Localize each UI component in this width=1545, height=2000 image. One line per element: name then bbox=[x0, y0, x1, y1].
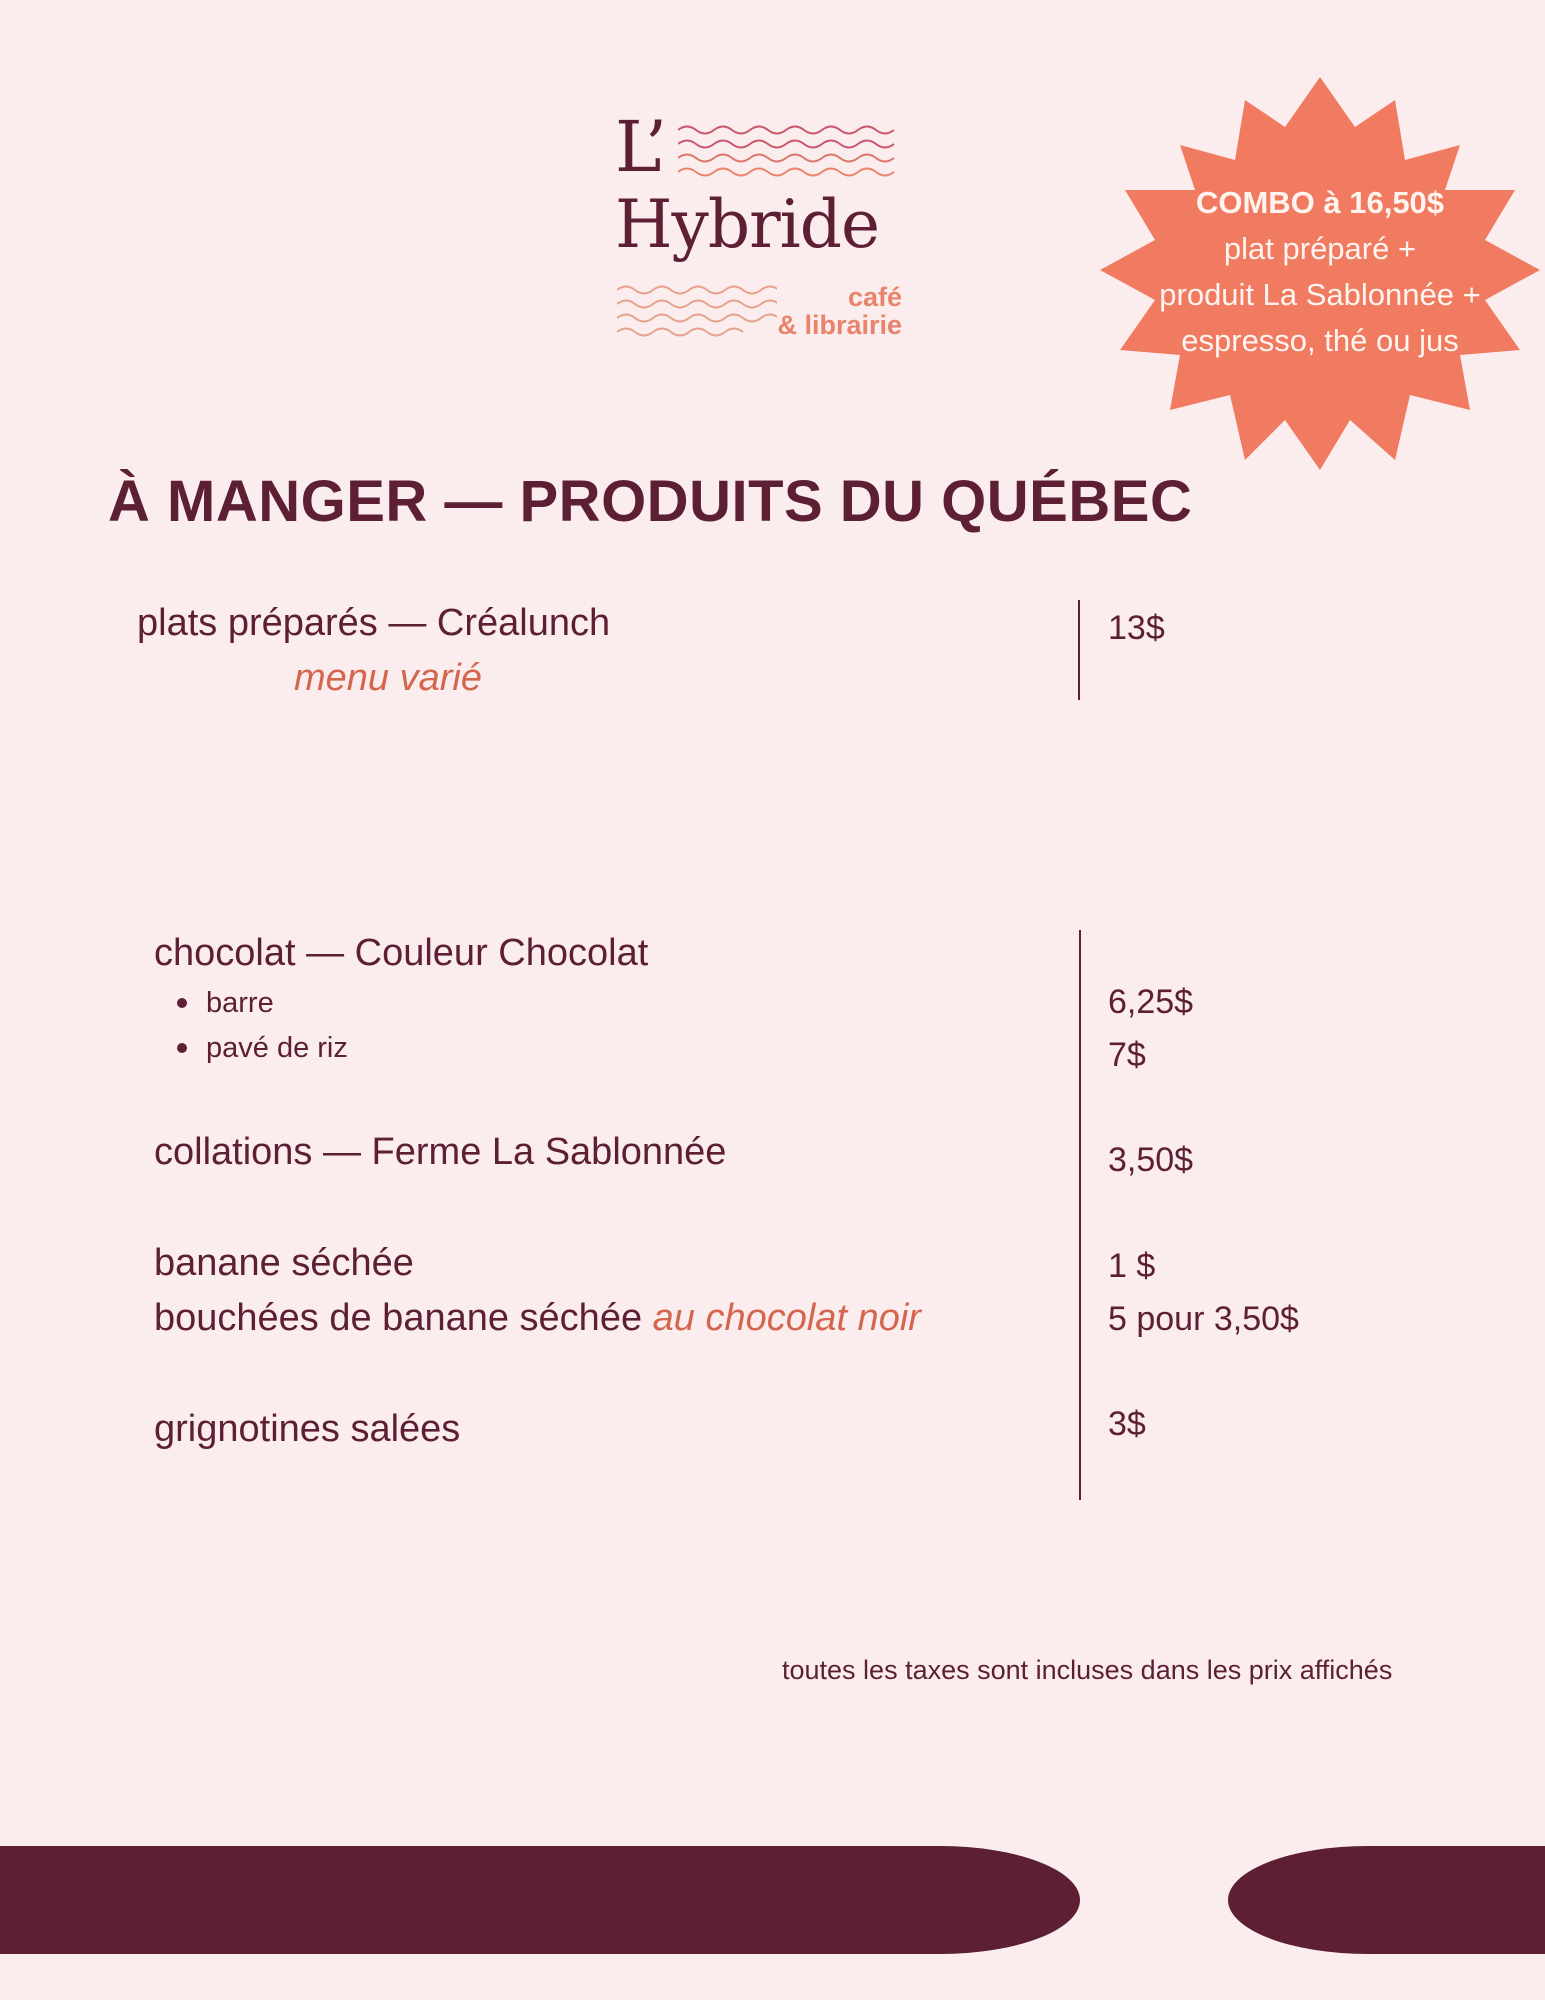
logo-tagline-cafe: café bbox=[847, 282, 902, 312]
menu-item-grignotines: grignotines salées bbox=[154, 1408, 461, 1450]
decorative-band-left bbox=[0, 1846, 1080, 1954]
logo-text-l: L’ bbox=[615, 106, 667, 188]
combo-line-2: produit La Sablonnée + bbox=[1159, 277, 1481, 312]
combo-badge bbox=[1120, 180, 1520, 364]
price-banane: 1 $ bbox=[1108, 1247, 1156, 1285]
price-grignotines: 3$ bbox=[1108, 1405, 1146, 1443]
logo-text-hybride: Hybride bbox=[615, 186, 880, 263]
tax-note: toutes les taxes sont incluses dans les prix affichés bbox=[782, 1655, 1393, 1685]
logo-wave-icon bbox=[678, 122, 903, 178]
combo-line-1: plat préparé + bbox=[1223, 231, 1417, 266]
price-divider bbox=[1079, 930, 1081, 1500]
menu-item-bouchees-accent: au chocolat noir bbox=[652, 1297, 921, 1339]
section-title: À MANGER — PRODUITS DU QUÉBEC bbox=[108, 469, 1193, 534]
combo-title: COMBO à 16,50$ bbox=[1195, 185, 1445, 220]
menu-subitem-pave: pavé de riz bbox=[206, 1032, 348, 1064]
bullet-icon bbox=[177, 1043, 187, 1053]
bullet-icon bbox=[177, 998, 187, 1008]
menu-item-plats: plats préparés — Créalunch bbox=[137, 602, 611, 644]
menu-item-chocolat: chocolat — Couleur Chocolat bbox=[154, 932, 649, 974]
price-barre: 6,25$ bbox=[1108, 983, 1194, 1021]
menu-subitem-barre: barre bbox=[206, 987, 274, 1019]
menu-item-bouchees-name: bouchées de banane séchée bbox=[154, 1297, 653, 1339]
menu-item-banane: banane séchée bbox=[154, 1242, 414, 1284]
price-divider bbox=[1078, 600, 1080, 700]
menu-item-plats-note: menu varié bbox=[294, 657, 482, 699]
logo-tagline-librairie: & librairie bbox=[777, 310, 902, 340]
menu-item-collations: collations — Ferme La Sablonnée bbox=[154, 1131, 727, 1173]
price-bouchees: 5 pour 3,50$ bbox=[1108, 1300, 1299, 1338]
combo-line-3: espresso, thé ou jus bbox=[1181, 323, 1459, 358]
price-collations: 3,50$ bbox=[1108, 1141, 1194, 1179]
price-pave: 7$ bbox=[1108, 1036, 1146, 1074]
decorative-band-right bbox=[1228, 1846, 1545, 1954]
menu-item-bouchees bbox=[154, 1295, 921, 1341]
price-plats: 13$ bbox=[1108, 609, 1165, 647]
